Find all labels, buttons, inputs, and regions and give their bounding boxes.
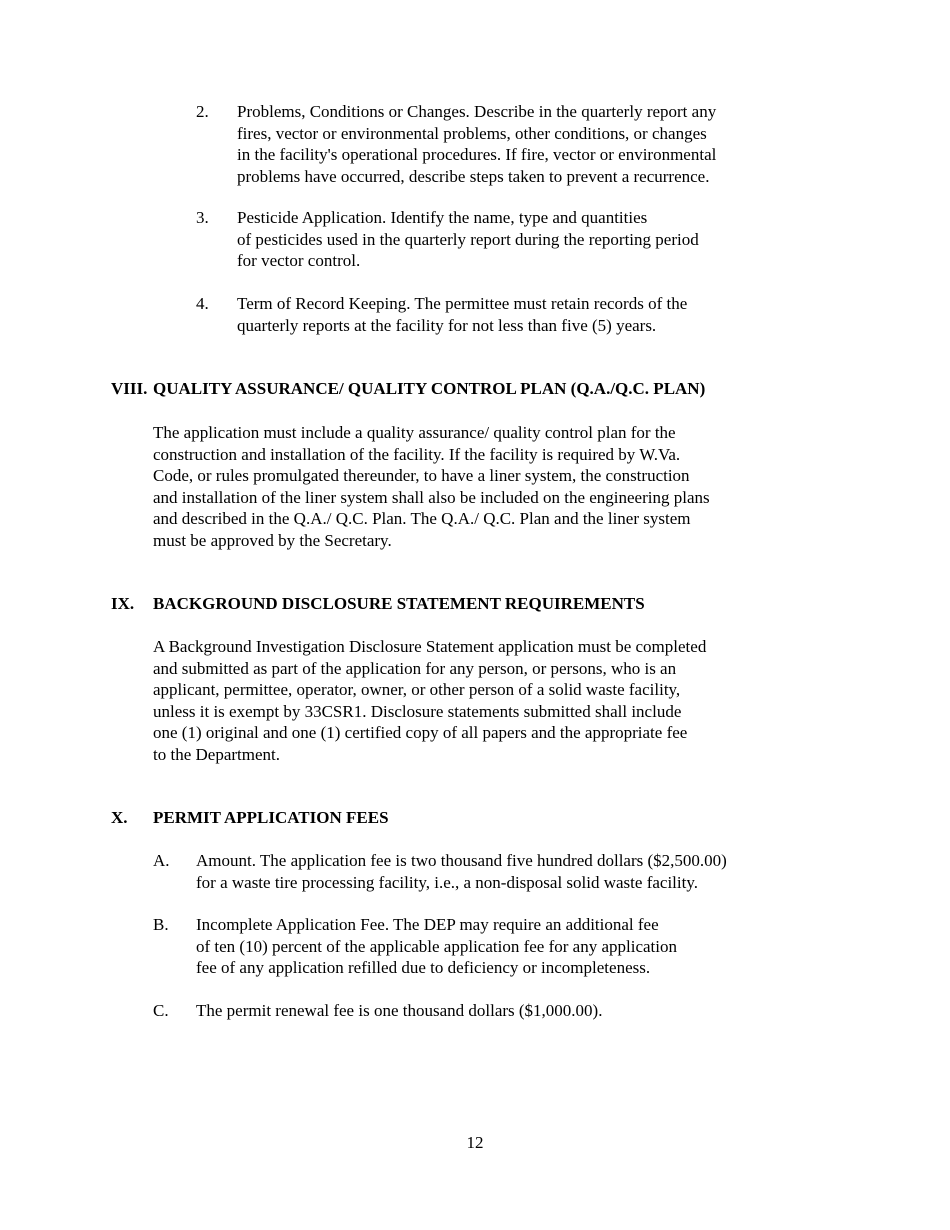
section-title: BACKGROUND DISCLOSURE STATEMENT REQUIREMENTS: [153, 594, 645, 613]
section-number: IX.: [111, 594, 135, 613]
list-item-2: [196, 101, 816, 187]
item-number: 4.: [196, 294, 209, 313]
item-text: Amount. The application fee is two thousand five hundred dollars ($2,500.00) for a waste tire processing facility, i.e., a non-disposal solid waste facility.: [196, 851, 727, 892]
item-text: Incomplete Application Fee. The DEP may require an additional fee of ten (10) percent of the applicable application fee for any application fee of any application refilled due to deficiency or incompleteness.: [196, 915, 677, 978]
page-number: 12: [466, 1133, 484, 1152]
section-title: PERMIT APPLICATION FEES: [153, 808, 389, 827]
item-letter: B.: [153, 915, 169, 934]
item-letter: C.: [153, 1001, 169, 1020]
item-text: Pesticide Application. Identify the name, type and quantities of pesticides used in the quarterly report during the reporting period for vector control.: [237, 208, 699, 271]
item-text: The permit renewal fee is one thousand dollars ($1,000.00).: [196, 1001, 603, 1020]
section-heading-ix: [111, 593, 831, 615]
item-letter: A.: [153, 851, 170, 870]
list-item-a: [153, 850, 833, 893]
list-item-b: [153, 914, 833, 979]
list-item-3: [196, 207, 816, 272]
list-item-c: [153, 1000, 833, 1022]
section-number: X.: [111, 808, 128, 827]
section-number: VIII.: [111, 379, 148, 398]
section-body-ix: A Background Investigation Disclosure Statement application must be completed and submitted as part of the application for any person, or persons, who is an applicant, permittee, operator, owner, or other person of a solid waste facility, unless it is exempt by 33CSR1. Disclosure statements submitted shall include one (1) original and one (1) certified copy of all papers and the appropriate fee to the Department.: [153, 637, 707, 764]
item-text: Term of Record Keeping. The permittee must retain records of the quarterly reports at the facility for not less than five (5) years.: [237, 294, 688, 335]
section-heading-viii: [111, 378, 831, 400]
section-title: QUALITY ASSURANCE/ QUALITY CONTROL PLAN (Q.A./Q.C. PLAN): [153, 379, 706, 398]
section-heading-x: [111, 807, 831, 829]
item-text: Problems, Conditions or Changes. Describe in the quarterly report any fires, vector or environmental problems, other conditions, or changes in the facility's operational procedures. If fire, vector or environmental problems have occurred, describe steps taken to prevent a recurrence.: [237, 102, 717, 186]
item-number: 3.: [196, 208, 209, 227]
list-item-4: [196, 293, 816, 336]
section-body-viii: The application must include a quality assurance/ quality control plan for the construction and installation of the facility. If the facility is required by W.Va. Code, or rules promulgated thereunder, to have a liner system, the construction and installation of the liner system shall also be included on the engineering plans and described in the Q.A./ Q.C. Plan. The Q.A./ Q.C. Plan and the liner system must be approved by the Secretary.: [153, 423, 710, 550]
item-number: 2.: [196, 102, 209, 121]
